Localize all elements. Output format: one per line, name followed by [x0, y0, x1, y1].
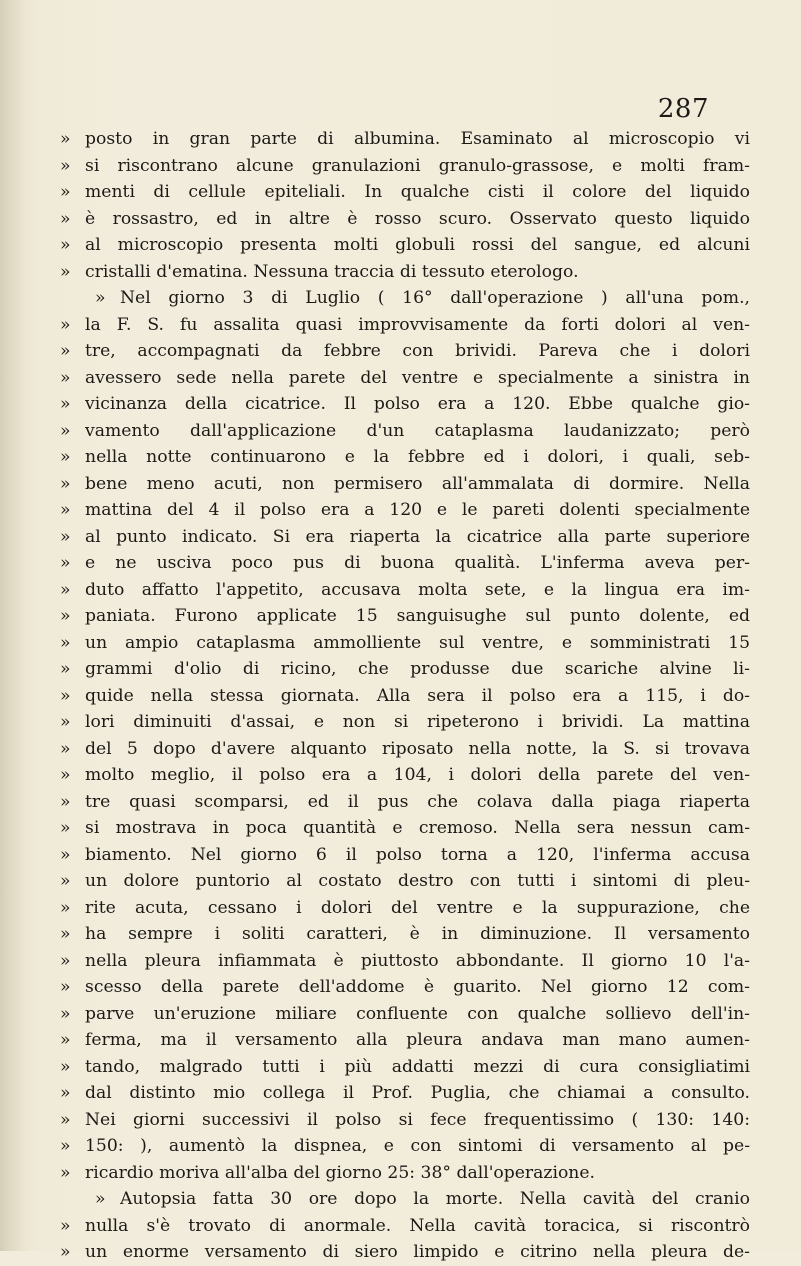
text-line	[60, 842, 750, 869]
page-number: 287	[657, 94, 709, 124]
text-line	[60, 497, 750, 524]
line-text: 150: ), aumentò la dispnea, e con sintomi di versamento al pe-	[85, 1136, 750, 1156]
line-text: nella pleura infiammata è piuttosto abbondante. Il giorno 10 l'a-	[85, 950, 750, 971]
quote-mark: »	[60, 818, 71, 838]
text-line	[60, 285, 750, 312]
quote-mark: »	[60, 977, 71, 997]
line-text: posto in gran parte di albumina. Esaminato al microscopio vi	[85, 129, 750, 149]
quote-mark: »	[60, 632, 71, 653]
line-text: grammi d'olio di ricino, che produsse due scariche alvine li-	[85, 659, 750, 679]
line-text: un enorme versamento di siero limpido e citrino nella pleura de-	[85, 1242, 750, 1262]
line-text: vamento dall'applicazione d'un cataplasma laudanizzato; però	[85, 420, 750, 441]
line-text: del 5 dopo d'avere alquanto riposato nella notte, la S. si trovava	[85, 738, 750, 759]
line-text: al microscopio presenta molti globuli rossi del sangue, ed alcuni	[85, 235, 750, 255]
text-line	[60, 153, 750, 180]
quote-mark: »	[60, 659, 71, 679]
line-text: lori diminuiti d'assai, e non si ripeterono i brividi. La mattina	[85, 712, 750, 732]
text-line	[60, 762, 750, 789]
line-text: Nei giorni successivi il polso si fece frequentissimo ( 130: 140:	[85, 1109, 750, 1130]
text-line	[60, 1160, 750, 1187]
quote-mark: »	[95, 1189, 106, 1209]
text-line	[60, 736, 750, 763]
text-line	[60, 1213, 750, 1240]
text-line	[60, 418, 750, 445]
line-text: Nel giorno 3 di Luglio ( 16° dall'operazione ) all'una pom.,	[120, 288, 750, 308]
quote-mark: »	[60, 738, 71, 759]
quote-mark: »	[60, 1030, 71, 1050]
line-text: un ampio cataplasma ammolliente sul ventre, e somministrati 15	[85, 632, 750, 653]
line-text: Autopsia fatta 30 ore dopo la morte. Nella cavità del cranio	[120, 1189, 750, 1209]
text-line	[60, 921, 750, 948]
quote-mark: »	[60, 129, 71, 149]
line-text: paniata. Furono applicate 15 sanguisughe sul punto dolente, ed	[85, 606, 750, 626]
quote-mark: »	[60, 606, 71, 626]
quote-mark: »	[60, 447, 71, 467]
quote-mark: »	[60, 394, 71, 414]
text-line	[60, 312, 750, 339]
quote-mark: »	[60, 1215, 71, 1236]
text-line	[60, 683, 750, 710]
text-line	[60, 1054, 750, 1081]
quote-mark: »	[60, 1242, 71, 1262]
quote-mark: »	[60, 579, 71, 600]
quote-mark: »	[60, 765, 71, 785]
line-text: tre, accompagnati da febbre con brividi. Pareva che i dolori	[85, 341, 750, 361]
page-binding-edge	[0, 0, 26, 1251]
text-line	[60, 471, 750, 498]
line-text: la F. S. fu assalita quasi improvvisamente da forti dolori al ven-	[85, 314, 750, 335]
quote-mark: »	[60, 950, 71, 971]
quote-mark: »	[60, 155, 71, 176]
text-line	[60, 550, 750, 577]
quote-mark: »	[60, 235, 71, 255]
quote-mark: »	[60, 341, 71, 361]
line-text: tre quasi scomparsi, ed il pus che colava dalla piaga riaperta	[85, 791, 750, 812]
text-line	[60, 577, 750, 604]
quote-mark: »	[60, 1109, 71, 1130]
line-text: si riscontrano alcune granulazioni granulo-grassose, e molti fram-	[85, 155, 750, 176]
text-line	[60, 603, 750, 630]
quote-mark: »	[60, 553, 71, 573]
text-line	[60, 974, 750, 1001]
line-text: cristalli d'ematina. Nessuna traccia di tessuto eterologo.	[85, 261, 579, 282]
line-text: scesso della parete dell'addome è guarito. Nel giorno 12 com-	[85, 977, 750, 997]
quote-mark: »	[60, 685, 71, 706]
quote-mark: »	[60, 1083, 71, 1103]
text-line	[60, 1107, 750, 1134]
quote-mark: »	[60, 473, 71, 494]
line-text: avessero sede nella parete del ventre e specialmente a sinistra in	[85, 367, 750, 388]
line-text: ferma, ma il versamento alla pleura andava man mano aumen-	[85, 1030, 750, 1050]
text-line	[60, 524, 750, 551]
text-line	[60, 1133, 750, 1160]
text-line	[60, 1186, 750, 1213]
quote-mark: »	[95, 288, 106, 308]
quote-mark: »	[60, 261, 71, 282]
line-text: quide nella stessa giornata. Alla sera il polso era a 115, i do-	[85, 685, 750, 706]
quote-mark: »	[60, 897, 71, 918]
quote-mark: »	[60, 420, 71, 441]
quote-mark: »	[60, 791, 71, 812]
quote-mark: »	[60, 500, 71, 520]
quote-mark: »	[60, 1136, 71, 1156]
line-text: al punto indicato. Si era riaperta la cicatrice alla parte superiore	[85, 526, 750, 547]
quote-mark: »	[60, 526, 71, 547]
line-text: molto meglio, il polso era a 104, i dolori della parete del ven-	[85, 765, 750, 785]
quote-mark: »	[60, 1056, 71, 1077]
text-line	[60, 895, 750, 922]
text-line	[60, 126, 750, 153]
text-line	[60, 1001, 750, 1028]
text-line	[60, 1080, 750, 1107]
quote-mark: »	[60, 844, 71, 865]
quote-mark: »	[60, 367, 71, 388]
text-line	[60, 868, 750, 895]
line-text: nella notte continuarono e la febbre ed i dolori, i quali, seb-	[85, 447, 750, 467]
text-line	[60, 391, 750, 418]
text-line	[60, 338, 750, 365]
quote-mark: »	[60, 1003, 71, 1024]
quote-mark: »	[60, 1162, 71, 1183]
body-text	[60, 126, 750, 1266]
text-line	[60, 1027, 750, 1054]
quote-mark: »	[60, 712, 71, 732]
text-line	[60, 259, 750, 286]
line-text: biamento. Nel giorno 6 il polso torna a 120, l'inferma accusa	[85, 844, 750, 865]
text-line	[60, 206, 750, 233]
text-line	[60, 444, 750, 471]
line-text: bene meno acuti, non permisero all'ammalata di dormire. Nella	[85, 473, 750, 494]
line-text: menti di cellule epiteliali. In qualche cisti il colore del liquido	[85, 182, 750, 202]
quote-mark: »	[60, 924, 71, 944]
quote-mark: »	[60, 182, 71, 202]
text-line	[60, 709, 750, 736]
text-line	[60, 815, 750, 842]
line-text: e ne usciva poco pus di buona qualità. L'inferma aveva per-	[85, 553, 750, 573]
line-text: è rossastro, ed in altre è rosso scuro. Osservato questo liquido	[85, 208, 750, 229]
text-line	[60, 948, 750, 975]
line-text: dal distinto mio collega il Prof. Puglia, che chiamai a consulto.	[85, 1083, 750, 1103]
line-text: ricardio moriva all'alba del giorno 25: 38° dall'operazione.	[85, 1162, 596, 1183]
line-text: parve un'eruzione miliare confluente con qualche sollievo dell'in-	[85, 1003, 750, 1024]
line-text: mattina del 4 il polso era a 120 e le pareti dolenti specialmente	[85, 500, 750, 520]
line-text: un dolore puntorio al costato destro con tutti i sintomi di pleu-	[85, 871, 750, 891]
text-line	[60, 179, 750, 206]
text-line	[60, 656, 750, 683]
line-text: nulla s'è trovato di anormale. Nella cavità toracica, si riscontrò	[85, 1215, 750, 1236]
text-line	[60, 365, 750, 392]
text-line	[60, 630, 750, 657]
text-line	[60, 232, 750, 259]
quote-mark: »	[60, 871, 71, 891]
line-text: rite acuta, cessano i dolori del ventre e la suppurazione, che	[85, 897, 750, 918]
line-text: si mostrava in poca quantità e cremoso. Nella sera nessun cam-	[85, 818, 750, 838]
line-text: tando, malgrado tutti i più addatti mezzi di cura consigliatimi	[85, 1056, 750, 1077]
line-text: duto affatto l'appetito, accusava molta sete, e la lingua era im-	[85, 579, 750, 600]
line-text: vicinanza della cicatrice. Il polso era a 120. Ebbe qualche gio-	[85, 394, 750, 414]
text-line	[60, 789, 750, 816]
text-line	[60, 1239, 750, 1266]
line-text: ha sempre i soliti caratteri, è in diminuzione. Il versamento	[85, 924, 750, 944]
quote-mark: »	[60, 208, 71, 229]
quote-mark: »	[60, 314, 71, 335]
